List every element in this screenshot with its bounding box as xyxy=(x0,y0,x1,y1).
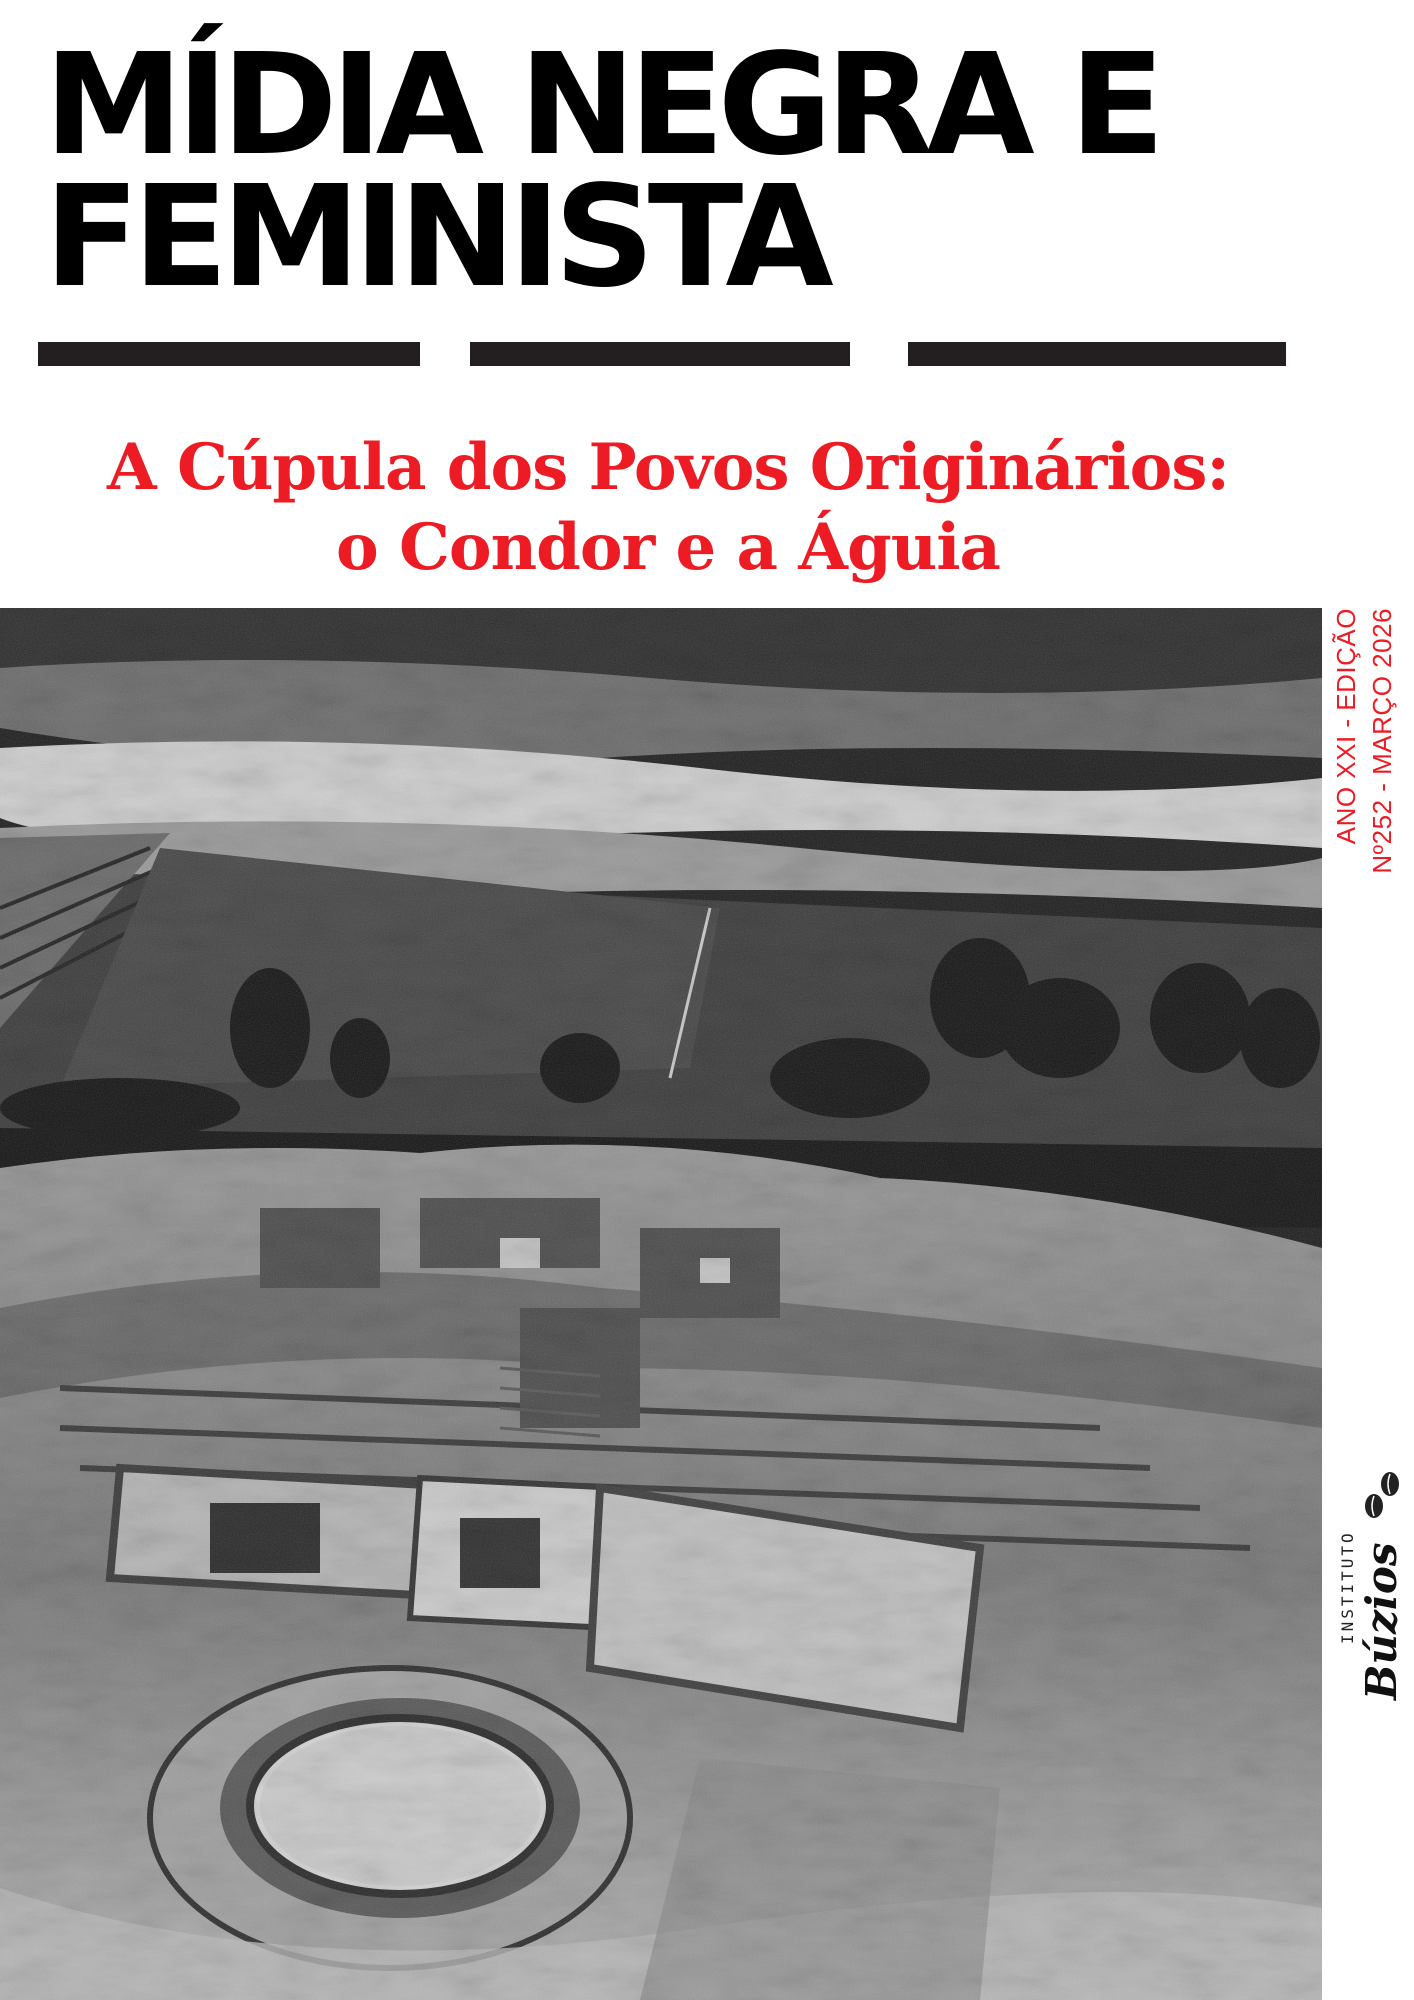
logo-instituto-label: INSTITUTO xyxy=(1338,1530,1357,1644)
cover-headline-line-1: A Cúpula dos Povos Originários: xyxy=(107,430,1229,505)
magazine-title xyxy=(44,24,1294,319)
edition-info xyxy=(1328,608,1408,908)
title-underline-segment-2 xyxy=(470,342,850,366)
cover-headline xyxy=(0,428,1336,588)
logo-buzios-wordmark: Búzios xyxy=(1357,1542,1406,1700)
instituto-buzios-logo xyxy=(1332,1468,1412,1704)
magazine-title-line-2: FEMINISTA xyxy=(44,156,827,319)
title-underline-segment-1 xyxy=(38,342,420,366)
title-underline-segment-3 xyxy=(908,342,1286,366)
cover-headline-line-2: o Condor e a Águia xyxy=(335,510,1001,585)
edition-number-date: Nº252 - MARÇO 2026 xyxy=(1367,608,1397,874)
cover-photo-ruins-aerial xyxy=(0,608,1322,2000)
magazine-title-line-1: MÍDIA NEGRA E xyxy=(44,24,1159,187)
edition-year: ANO XXI - EDIÇÃO xyxy=(1331,608,1361,845)
cowrie-shells-icon xyxy=(1362,1468,1402,1520)
